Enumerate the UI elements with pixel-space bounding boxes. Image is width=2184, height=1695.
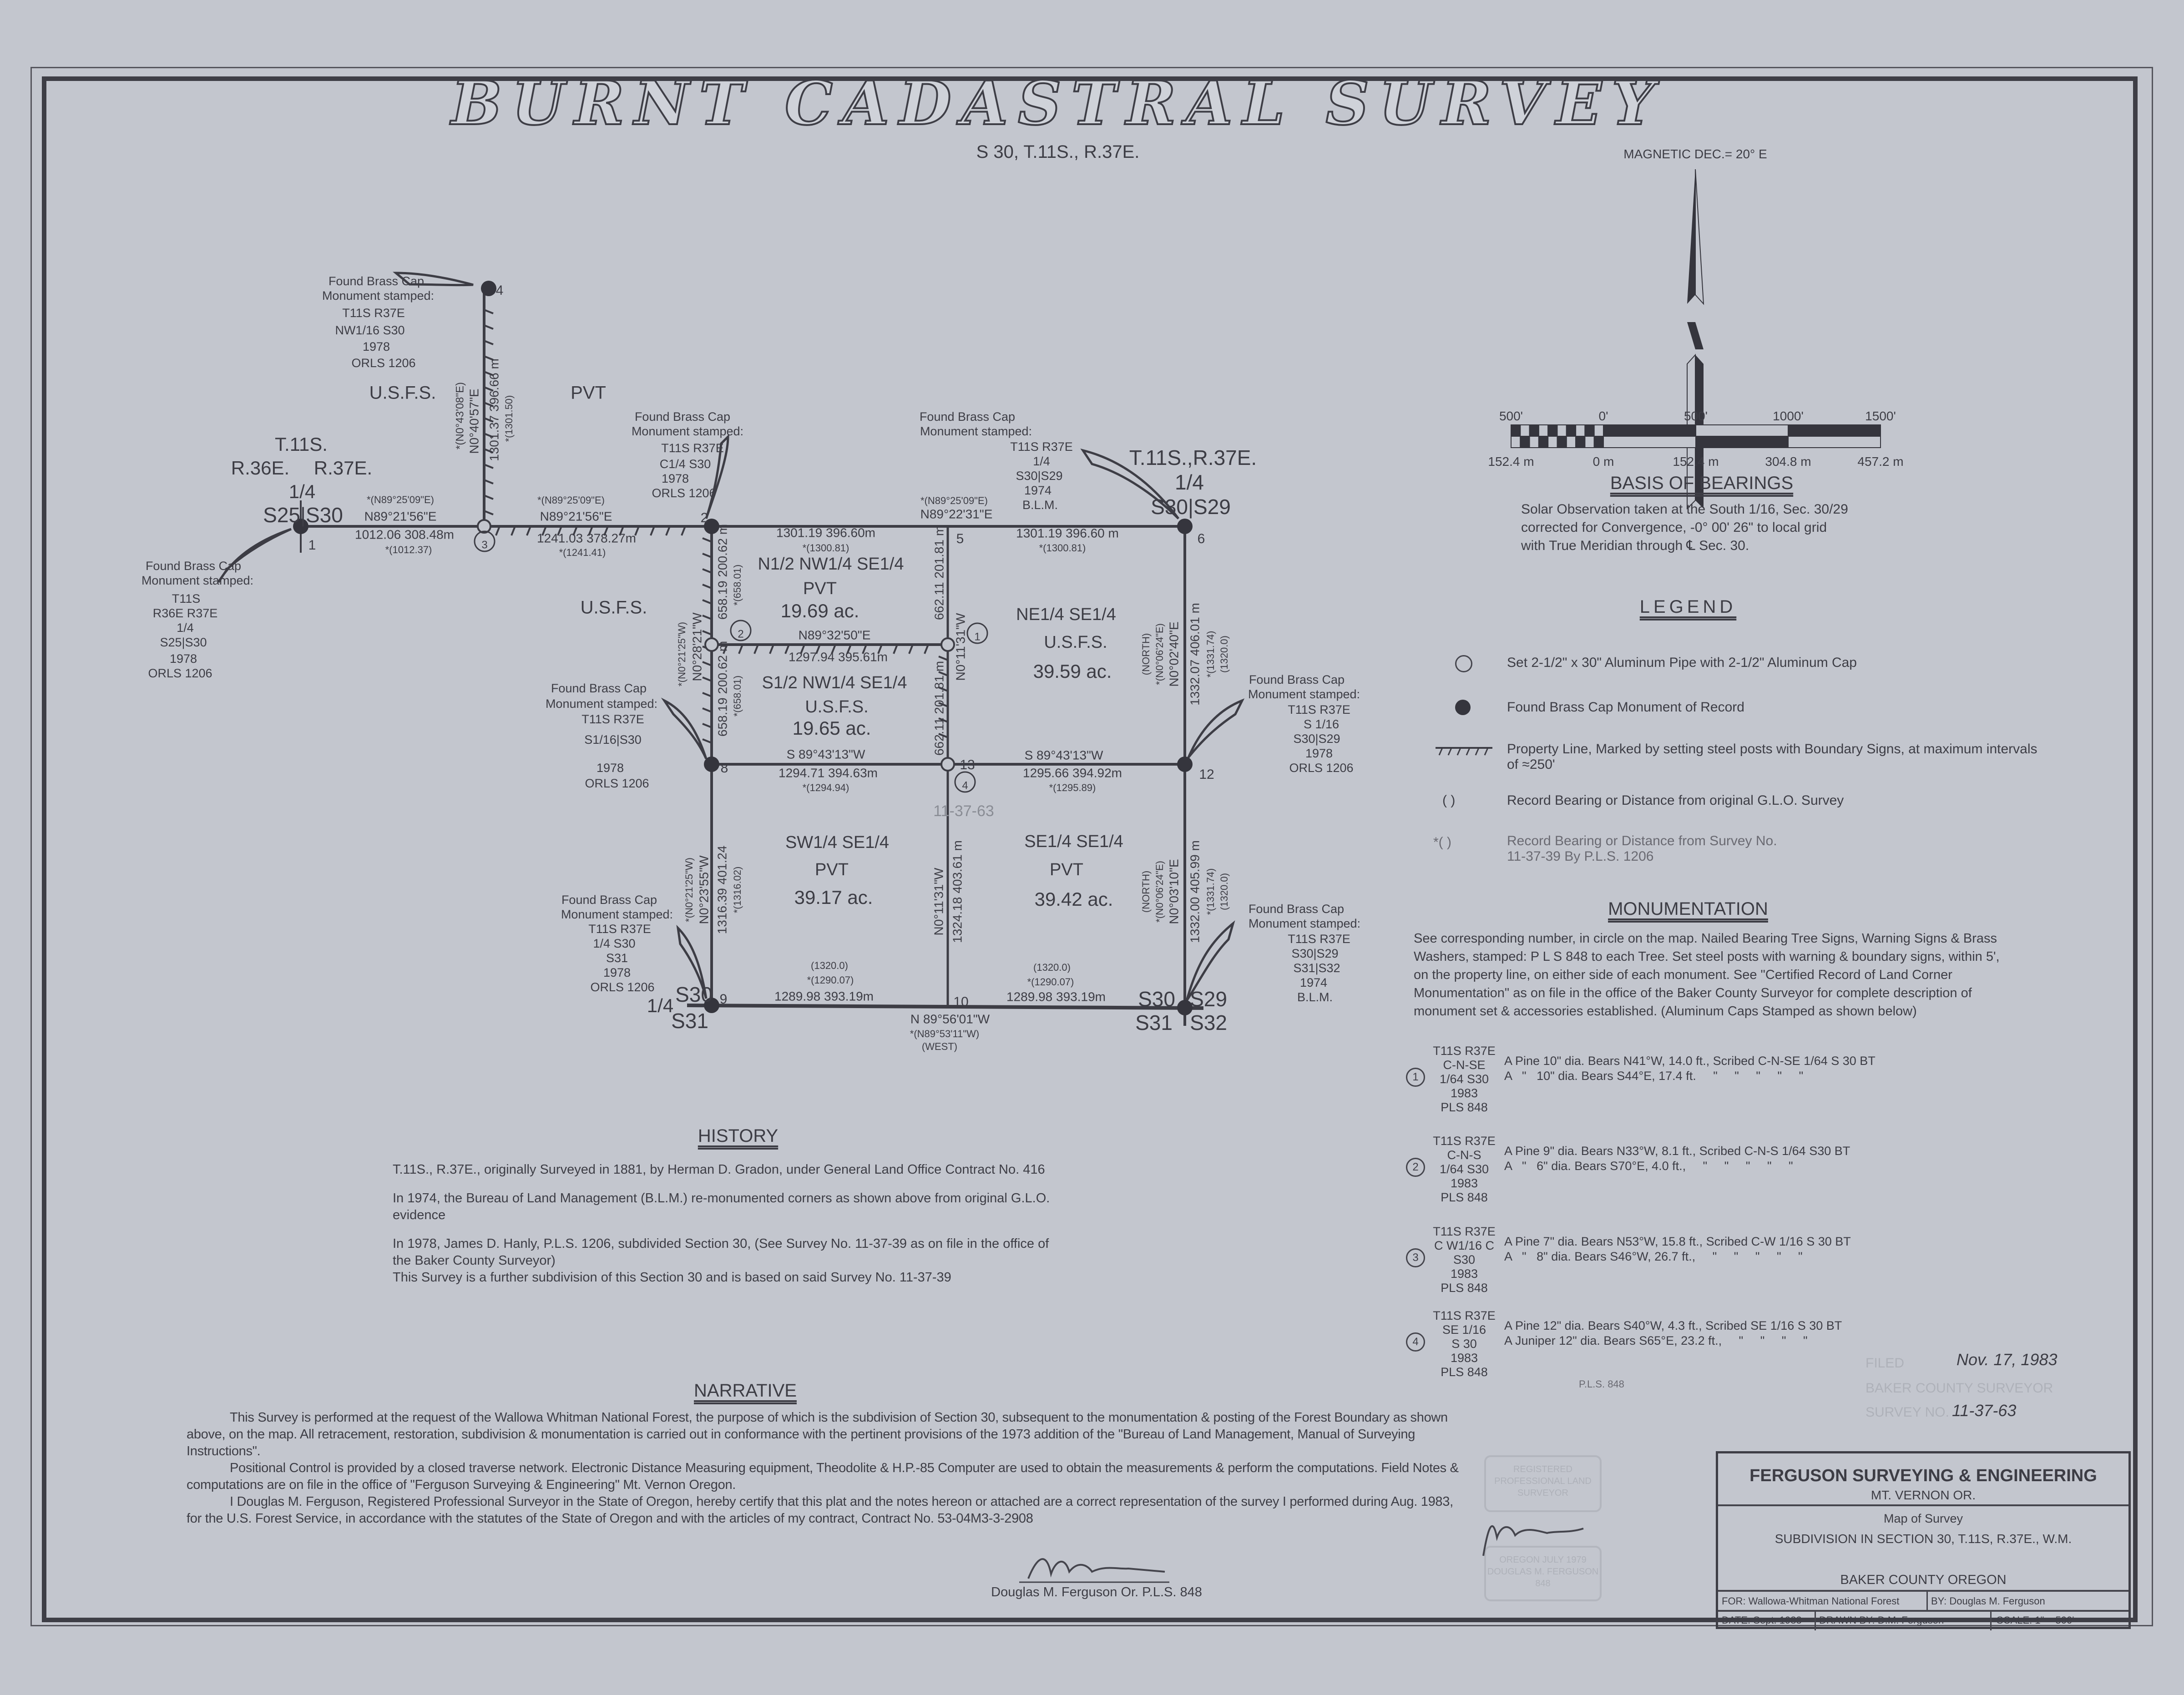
map-label: T.11S. (275, 434, 328, 455)
found-brass-cap-icon (704, 757, 719, 772)
hatched-line-icon (1436, 744, 1495, 758)
filed-label: FILED (1866, 1356, 1905, 1371)
history-text (393, 1161, 1066, 1298)
cap-stamp-line: 1983 (1450, 1176, 1478, 1190)
scale-segment (1548, 436, 1557, 448)
map-label: 658.19 200.62 m (715, 641, 730, 737)
map-label: *(N0°06'24"E) (1153, 861, 1165, 923)
map-label: 662.11 201.81 m (932, 525, 946, 620)
cap-stamp-line: 1/64 S30 (1439, 1072, 1489, 1086)
map-label: (NORTH) (1140, 633, 1152, 676)
cap-stamp-line: 1/64 S30 (1439, 1162, 1489, 1176)
cap-stamp-line: SE 1/16 (1442, 1323, 1486, 1337)
scale-label-meters: 152.4 m (1488, 454, 1534, 469)
map-label: *(N0°21'25"W) (683, 858, 695, 922)
surveyor-seal-top: REGISTERED PROFESSIONAL LAND SURVEYOR (1484, 1455, 1602, 1512)
monument-number-circle: 3 (1406, 1248, 1425, 1267)
corner-number: 5 (956, 531, 964, 546)
scale-label-meters: 0 m (1592, 454, 1614, 469)
scale-label-feet: 1000' (1773, 409, 1804, 423)
map-label: 1289.98 393.19m (1006, 989, 1106, 1004)
map-label: *(1295.89) (1049, 782, 1096, 793)
map-label: U.S.F.S. (369, 383, 436, 403)
map-label: 1324.18 403.61 m (950, 840, 965, 943)
map-label: *(1331.74) (1204, 631, 1216, 678)
open-circle-icon (1455, 655, 1472, 672)
filed-office: BAKER COUNTY SURVEYOR (1866, 1381, 2053, 1396)
map-label: S30|S29 (1291, 947, 1339, 961)
signature (1019, 1547, 1174, 1588)
cap-stamp-line: 1983 (1450, 1351, 1478, 1365)
cap-stamp-line: T11S R37E (1433, 1225, 1496, 1238)
map-label: R.37E. (313, 457, 373, 479)
map-label: *(N0°06'24"E) (1153, 623, 1165, 685)
scale-label-feet: 0' (1598, 409, 1608, 423)
map-label: 19.65 ac. (792, 717, 871, 739)
map-label: N0°11'31"W (953, 613, 968, 681)
scale-segment (1603, 425, 1696, 436)
map-label: S30|S29 (1016, 469, 1063, 483)
client: FOR: Wallowa-Whitman National Forest (1722, 1595, 1900, 1607)
map-label: 39.42 ac. (1034, 888, 1113, 910)
map-label: S31 (1135, 1011, 1173, 1035)
south-line (687, 1005, 1203, 1008)
hatch-tick (939, 656, 948, 660)
history-paragraph: This Survey is a further subdivision of this Section 30 and is based on said Survey No. 11-37-39 (393, 1270, 951, 1285)
map-label: 1295.66 394.92m (1023, 766, 1122, 780)
boundary-lines (301, 288, 1203, 1026)
scale-segment (1539, 425, 1548, 436)
history-heading: HISTORY (698, 1126, 779, 1146)
map-label: B.L.M. (1297, 990, 1333, 1004)
cap-stamp-line: S30 (1453, 1253, 1476, 1266)
scale-segment (1788, 425, 1881, 436)
map-label: S1/2 NW1/4 SE1/4 (762, 673, 907, 693)
cap-stamp-line: T11S R37E (1433, 1044, 1496, 1058)
basis-line: with True Meridian through ℄ Sec. 30. (1521, 538, 1749, 553)
cap-stamp-line: T11S R37E (1433, 1134, 1496, 1148)
scale-segment (1520, 425, 1529, 436)
map-label: 1/4 S30 (593, 937, 636, 951)
map-label: R36E R37E (152, 606, 218, 620)
cap-stamp-line: PLS 848 (1441, 1191, 1488, 1204)
monumentation-text: See corresponding number, in circle on the map. Nailed Bearing Tree Signs, Warning Signs & Brass Washers, stamped: P L S 848 to each Tree. Set steel posts with warning & boundary signs, within 5', on the property line, on either side of each monument. See "Certified Record of Land Corner Monumentation" as on file in the office of the Baker County Surveyor for complete description of monument set & accessories established. (Aluminum Caps Stamped as shown below) (1414, 931, 2000, 1019)
surveyor-seal-bottom: OREGON JULY 1979 DOUGLAS M. FERGUSON 848 (1484, 1546, 1602, 1601)
scale-segment (1788, 436, 1881, 448)
scale-segment (1539, 436, 1548, 448)
map-label: *(1294.94) (802, 782, 849, 793)
cap-stamp-line: T11S R37E (1433, 1309, 1496, 1322)
aluminum-pipe-icon (941, 638, 954, 651)
monument-number-circle: 2 (1406, 1158, 1425, 1177)
map-label: S25|S30 (263, 503, 343, 527)
map-label: S29 (1190, 987, 1227, 1011)
scale-segment (1576, 436, 1585, 448)
bearing-tree-line: A " 6" dia. Bears S70°E, 4.0 ft., " " " " " (1504, 1159, 1793, 1173)
corner-number: 10 (953, 994, 969, 1009)
aluminum-pipe-icon (941, 758, 954, 771)
map-label: PVT (1050, 860, 1083, 880)
basis-of-bearings-heading: BASIS OF BEARINGS (1610, 473, 1794, 493)
map-label: 1978 (596, 761, 624, 775)
map-label: Monument stamped: (631, 424, 744, 439)
map-label: U.S.F.S. (1044, 633, 1107, 652)
map-label: N0°28'21"W (690, 612, 704, 681)
map-label: Monument stamped: (1248, 687, 1360, 701)
map-label: *(1290.07) (807, 974, 854, 986)
map-label: *(N0°21'25"W) (676, 622, 688, 686)
map-label: *(N89°25'09"E) (920, 494, 988, 506)
legend-item: Found Brass Cap Monument of Record (1507, 700, 1744, 715)
scale-label-meters: 304.8 m (1765, 454, 1811, 469)
map-label: Found Brass Cap (328, 274, 425, 288)
map-label: S31|S32 (1293, 961, 1340, 975)
map-label: S30|S29 (1151, 495, 1231, 519)
scale-segment (1603, 436, 1696, 448)
found-brass-cap-icon (1177, 757, 1193, 772)
map-label: S30|S29 (1293, 732, 1340, 746)
scale-segment (1557, 425, 1567, 436)
scale-segment (1530, 436, 1539, 448)
record-survey-symbol: *( ) (1433, 835, 1451, 850)
narrative-paragraph: I Douglas M. Ferguson, Registered Professional Surveyor in the State of Oregon, hereby certify that this plat and the notes hereon or attached are a correct representation of the survey I performed during Aug. 1983, for the U.S. Forest Service, in accordance with the statutes of the State of Oregon and with the articles of my contract, Contract No. 53-04M3-3-2908 (187, 1494, 1453, 1526)
map-label: *(1316.02) (731, 866, 743, 913)
cap-stamp-line: C-N-SE (1443, 1058, 1486, 1072)
monumentation-heading: MONUMENTATION (1608, 899, 1768, 919)
history-paragraph: T.11S., R.37E., originally Surveyed in 1881, by Herman D. Gradon, under General Land Office Contract No. 416 (393, 1162, 1045, 1177)
map-label: 1012.06 308.48m (355, 527, 454, 542)
map-label: N 89°56'01"W (910, 1012, 990, 1026)
basis-line: corrected for Convergence, -0° 00' 26" to local grid (1521, 520, 1827, 535)
map-label: Monument stamped: (545, 697, 658, 711)
map-label: 1241.03 378.27m (537, 531, 636, 545)
title-block (1716, 1451, 2131, 1629)
scale-label-meters: 457.2 m (1857, 454, 1904, 469)
map-label: *(658.01) (731, 564, 743, 606)
map-label: 1/4 (647, 995, 674, 1017)
date: DATE: Sept. 1983 (1722, 1614, 1802, 1626)
map-label: S31 (671, 1009, 708, 1033)
map-label: *(1290.07) (1027, 976, 1074, 988)
filed-date: Nov. 17, 1983 (1956, 1350, 2058, 1369)
scale-segment (1567, 436, 1576, 448)
map-labels (142, 274, 1360, 1052)
map-label: 1978 (362, 340, 390, 354)
corner-number: 2 (700, 510, 708, 525)
corner-number: 12 (1199, 767, 1214, 782)
map-label: *(N89°25'09"E) (537, 494, 605, 506)
map-label: ORLS 1206 (351, 356, 416, 370)
map-label: ORLS 1206 (1289, 761, 1354, 775)
map-label: 1978 (661, 472, 689, 486)
map-label: N89°22'31"E (920, 507, 993, 521)
map-label: 11-37-63 (933, 802, 994, 820)
corner-number: 1 (308, 537, 316, 553)
page-title: BURNT CADASTRAL SURVEY (451, 68, 1665, 139)
narrative-paragraph: Positional Control is provided by a closed traverse network. Electronic Distance Measuring equipment, Theodolite & H.P.-85 Computer are used to obtain the measurements & perform the computations. Field Notes & computations are on file in the office of "Ferguson Surveying & Engineering" Mt. Vernon Oregon. (187, 1461, 1459, 1492)
map-label: (1320.0) (1218, 636, 1230, 673)
monument-number: 1 (974, 631, 981, 643)
map-label: S 89°43'13"W (1024, 748, 1103, 762)
scale-segment (1696, 436, 1788, 448)
filed-survey-number: 11-37-63 (1952, 1401, 2017, 1420)
corner-number: 13 (960, 757, 975, 772)
map-label: 1332.07 406.01 m (1188, 603, 1202, 706)
map-label: Monument stamped: (322, 289, 435, 303)
map-label: Monument stamped: (141, 574, 254, 588)
map-label: S 1/16 (1303, 717, 1340, 731)
map-label: 1301.19 396.60m (776, 525, 875, 540)
scale-segment (1585, 425, 1594, 436)
cap-stamp-line: PLS 848 (1441, 1281, 1488, 1295)
map-label: *(1300.81) (1039, 542, 1086, 554)
map-label: S30 (675, 983, 713, 1007)
map-label: N0°23'55"W (697, 855, 711, 924)
map-label: 1297.94 395.61m (789, 650, 888, 664)
record-glo-symbol: ( ) (1442, 793, 1456, 808)
map-label: Found Brass Cap (561, 893, 657, 907)
map-label: Found Brass Cap (1249, 673, 1345, 687)
history-paragraph: In 1974, the Bureau of Land Management (B.L.M.) re-monumented corners as shown above from original G.L.O. evidence (393, 1191, 1050, 1222)
firm-location: MT. VERNON OR. (1871, 1488, 1976, 1502)
map-label: (1320.0) (1218, 873, 1230, 910)
map-label: T11S R37E (1288, 932, 1350, 946)
map-label: 1301.37 396.66 m (487, 358, 501, 461)
map-label: T11S (172, 592, 201, 606)
map-label: S31 (606, 951, 628, 965)
map-label: PVT (571, 383, 606, 403)
map-label: *(1300.81) (802, 542, 849, 554)
cap-stamp-line: C W1/16 C (1434, 1239, 1495, 1252)
map-label: N89°32'50"E (798, 628, 871, 642)
map-label: 1978 (603, 966, 631, 980)
scale-bar (1488, 409, 1903, 469)
basis-line: Solar Observation taken at the South 1/16, Sec. 30/29 (1521, 502, 1848, 517)
filed-survey-label: SURVEY NO. (1866, 1405, 1949, 1420)
basis-of-bearings-text (1521, 500, 1931, 555)
pointer-arrow-icon (664, 701, 706, 759)
monument-number: 2 (738, 628, 744, 641)
scale-segment (1594, 425, 1603, 436)
bearing-tree-line: A Pine 12" dia. Bears S40°W, 4.3 ft., Scribed SE 1/16 S 30 BT (1504, 1319, 1842, 1332)
seal-signature (1465, 1510, 1602, 1560)
map-label: Found Brass Cap (145, 559, 242, 573)
map-label: 19.69 ac. (780, 600, 859, 622)
map-label: N0°03'10"E (1167, 859, 1181, 924)
map-label: 1/4 (177, 621, 194, 635)
narrative-text (187, 1409, 1461, 1527)
map-label: *(1331.74) (1204, 868, 1216, 915)
cap-stamp-line: C-N-S (1447, 1148, 1481, 1162)
map-label: Found Brass Cap (919, 410, 1016, 424)
map-label: 1974 (1024, 484, 1052, 498)
signer-name: Douglas M. Ferguson Or. P.L.S. 848 (991, 1585, 1202, 1599)
scale-segment (1548, 425, 1557, 436)
map-label: 1289.98 393.19m (774, 989, 874, 1004)
scale-segment (1511, 436, 1520, 448)
corner-number: 8 (720, 760, 728, 776)
map-label: ORLS 1206 (148, 666, 212, 681)
map-label: (1320.0) (811, 959, 848, 971)
map-label: N0°40'57"E (467, 388, 481, 454)
scale-segment (1576, 425, 1585, 436)
monument-number-circle: 4 (1406, 1332, 1425, 1352)
map-label: 658.19 200.62 m (715, 524, 730, 620)
map-label: S32 (1190, 1011, 1227, 1035)
history-paragraph: In 1978, James D. Hanly, P.L.S. 1206, subdivided Section 30, (See Survey No. 11-37-39 as on file in the office of the Baker County Surveyor) (393, 1236, 1049, 1268)
bearing-tree-line: A " 8" dia. Bears S46°W, 26.7 ft., " " " " " (1504, 1250, 1803, 1263)
map-label: *(1012.37) (385, 544, 432, 555)
map-label: B.L.M. (1022, 498, 1058, 512)
map-label: N89°21'56"E (364, 509, 437, 524)
map-label: C1/4 S30 (659, 457, 711, 471)
monument-number: 3 (481, 539, 488, 551)
scale-segment (1696, 425, 1788, 436)
narrative-heading: NARRATIVE (694, 1381, 797, 1401)
map-label: PVT (815, 860, 849, 880)
map-label: S30 (1138, 987, 1175, 1011)
map-label: 1/4 (1033, 454, 1050, 469)
cap-stamp-line: PLS 848 (1441, 1365, 1488, 1379)
bearing-tree-line: A Juniper 12" dia. Bears S65°E, 23.2 ft., " " " " (1504, 1334, 1808, 1347)
map-label: Monument stamped: (1248, 917, 1361, 931)
map-label: 662.11 201.81 m (932, 661, 946, 756)
map-label: U.S.F.S. (805, 697, 869, 717)
map-label: SE1/4 SE1/4 (1024, 832, 1123, 852)
document-type: Map of Survey (1883, 1512, 1963, 1525)
found-brass-cap-icon (1177, 519, 1193, 534)
map-label: T11S R37E (342, 306, 405, 320)
map-label: NW1/16 S30 (335, 323, 405, 338)
map-label: T11S R37E (1288, 703, 1350, 717)
found-brass-cap-icon (481, 281, 496, 296)
map-label: 1978 (169, 652, 197, 666)
cap-stamp-line: 1983 (1450, 1086, 1478, 1100)
scale-segment (1511, 425, 1520, 436)
corner-number: 9 (719, 991, 728, 1007)
map-label: (WEST) (921, 1040, 958, 1052)
scale-label-feet: 500' (1499, 409, 1523, 423)
scale-label-meters: 152.4 m (1673, 454, 1719, 469)
bearing-tree-line: A " 10" dia. Bears S44°E, 17.4 ft. " " " " " (1504, 1069, 1804, 1083)
legend-heading: LEGEND (1639, 597, 1737, 617)
monument-number: 4 (962, 779, 968, 792)
scale-segment (1594, 436, 1603, 448)
map-label: (1320.0) (1033, 961, 1071, 973)
narrative-paragraph: This Survey is performed at the request of the Wallowa Whitman National Forest, the purpose of which is the subdivision of Section 30, subsequent to the monumentation & posting of the Forest Boundary as shown above, on the map. All retracement, restoration, subdivision & monumentation is carried out in conformance with the pertinent provisions of the 1973 addition of the "Bureau of Land Management, Manual of Surveying Instructions". (187, 1410, 1448, 1458)
scale-label-feet: 1500' (1865, 409, 1896, 423)
map-label: 1978 (1305, 747, 1333, 761)
map-label: ORLS 1206 (590, 980, 655, 994)
map-label: *(N89°25'09"E) (367, 494, 434, 505)
map-label: S 89°43'13"W (786, 747, 865, 762)
scale: SCALE: 1" = 500' (1997, 1614, 2074, 1626)
map-label: *(1301.50) (503, 395, 515, 442)
map-label: 1294.71 394.63m (779, 766, 878, 780)
legend-item: Property Line, Marked by setting steel posts with Boundary Signs, at maximum intervals of ≈250' (1507, 742, 2037, 772)
map-label: Monument stamped: (561, 908, 673, 922)
cap-stamp-line: PLS 848 (1441, 1100, 1488, 1114)
map-label: ORLS 1206 (585, 777, 649, 791)
cap-stamp-line: S 30 (1451, 1337, 1477, 1351)
cap-stamp-line: 1983 (1450, 1267, 1478, 1281)
scale-label-feet: 500' (1684, 409, 1708, 423)
pointer-arrow-icon (1188, 701, 1242, 757)
county: BAKER COUNTY OREGON (1840, 1573, 2007, 1587)
bearing-tree-line: A Pine 9" dia. Bears N33°W, 8.1 ft., Scribed C-N-S 1/64 S30 BT (1504, 1144, 1850, 1158)
map-label: N0°11'31"W (931, 868, 946, 936)
scale-segment (1567, 425, 1576, 436)
map-label: S1/16|S30 (584, 733, 642, 747)
map-label: PVT (803, 579, 837, 599)
map-label: Found Brass Cap (1248, 902, 1345, 916)
map-label: (NORTH) (1140, 870, 1152, 913)
map-label: 1301.19 396.60 m (1016, 526, 1119, 540)
map-label: S25|S30 (160, 636, 207, 650)
survey-description: SUBDIVISION IN SECTION 30, T.11S, R.37E., W.M. (1774, 1532, 2072, 1546)
filled-circle-icon (1455, 700, 1471, 715)
monument-number-circle: 1 (1406, 1068, 1425, 1087)
map-label: *(N0°43'08"E) (454, 382, 466, 450)
legend-item: Set 2-1/2" x 30" Aluminum Pipe with 2-1/2" Aluminum Cap (1507, 655, 1857, 670)
map-label: ORLS 1206 (652, 486, 716, 500)
map-label: 39.17 ac. (794, 887, 873, 908)
map-label: *(N89°53'11"W) (910, 1028, 980, 1039)
map-label: 1332.00 405.99 m (1188, 840, 1202, 943)
map-label: Found Brass Cap (551, 681, 647, 696)
scale-segment (1585, 436, 1594, 448)
legend-item: Record Bearing or Distance from Survey No. 11-37-39 By P.L.S. 1206 (1507, 833, 1777, 864)
map-label: 1/4 (288, 481, 316, 503)
map-label: T11S R37E (581, 712, 644, 726)
scale-segment (1520, 436, 1529, 448)
map-label: T11S R37E (588, 922, 651, 936)
corner-number: 6 (1197, 531, 1205, 546)
map-label: N0°02'40"E (1167, 621, 1181, 687)
map-label: 1974 (1299, 976, 1328, 990)
scale-segment (1557, 436, 1567, 448)
map-label: 39.59 ac. (1033, 661, 1112, 682)
map-label: Found Brass Cap (634, 410, 731, 424)
scale-segment (1530, 425, 1539, 436)
firm-name: FERGUSON SURVEYING & ENGINEERING (1749, 1466, 2097, 1485)
map-label: *(658.01) (731, 675, 743, 717)
map-label: Monument stamped: (920, 424, 1032, 439)
map-label: 1/4 (1175, 470, 1204, 494)
magnetic-declination: MAGNETIC DEC.= 20° E (1623, 147, 1767, 161)
map-label: N1/2 NW1/4 SE1/4 (758, 555, 904, 574)
bearing-tree-line: A Pine 10" dia. Bears N41°W, 14.0 ft., Scribed C-N-SE 1/64 S 30 BT (1504, 1054, 1876, 1068)
corner-number: 4 (495, 282, 504, 298)
map-label: SW1/4 SE1/4 (785, 833, 890, 853)
drawn-by: DRAWN BY: D.M. Ferguson (1819, 1614, 1944, 1626)
map-label: T11S R37E (1010, 440, 1073, 454)
bearing-tree-line: A Pine 7" dia. Bears N53°W, 15.8 ft., Scribed C-W 1/16 S 30 BT (1504, 1235, 1851, 1248)
map-label: *(1241.41) (559, 546, 606, 558)
map-label: U.S.F.S. (580, 597, 647, 618)
map-label: T11S R37E (661, 441, 724, 455)
seal-corner-text: P.L.S. 848 (1579, 1378, 1624, 1390)
map-label: R.36E. (231, 457, 290, 479)
map-label: 1316.39 401.24 (715, 845, 729, 934)
surveyor: BY: Douglas M. Ferguson (1931, 1595, 2045, 1607)
page-subtitle: S 30, T.11S., R.37E. (976, 142, 1140, 162)
map-label: N89°21'56"E (540, 509, 612, 524)
map-label: T.11S.,R.37E. (1129, 446, 1257, 470)
legend-item: Record Bearing or Distance from original G.L.O. Survey (1507, 793, 1844, 808)
map-label: NE1/4 SE1/4 (1016, 605, 1116, 625)
